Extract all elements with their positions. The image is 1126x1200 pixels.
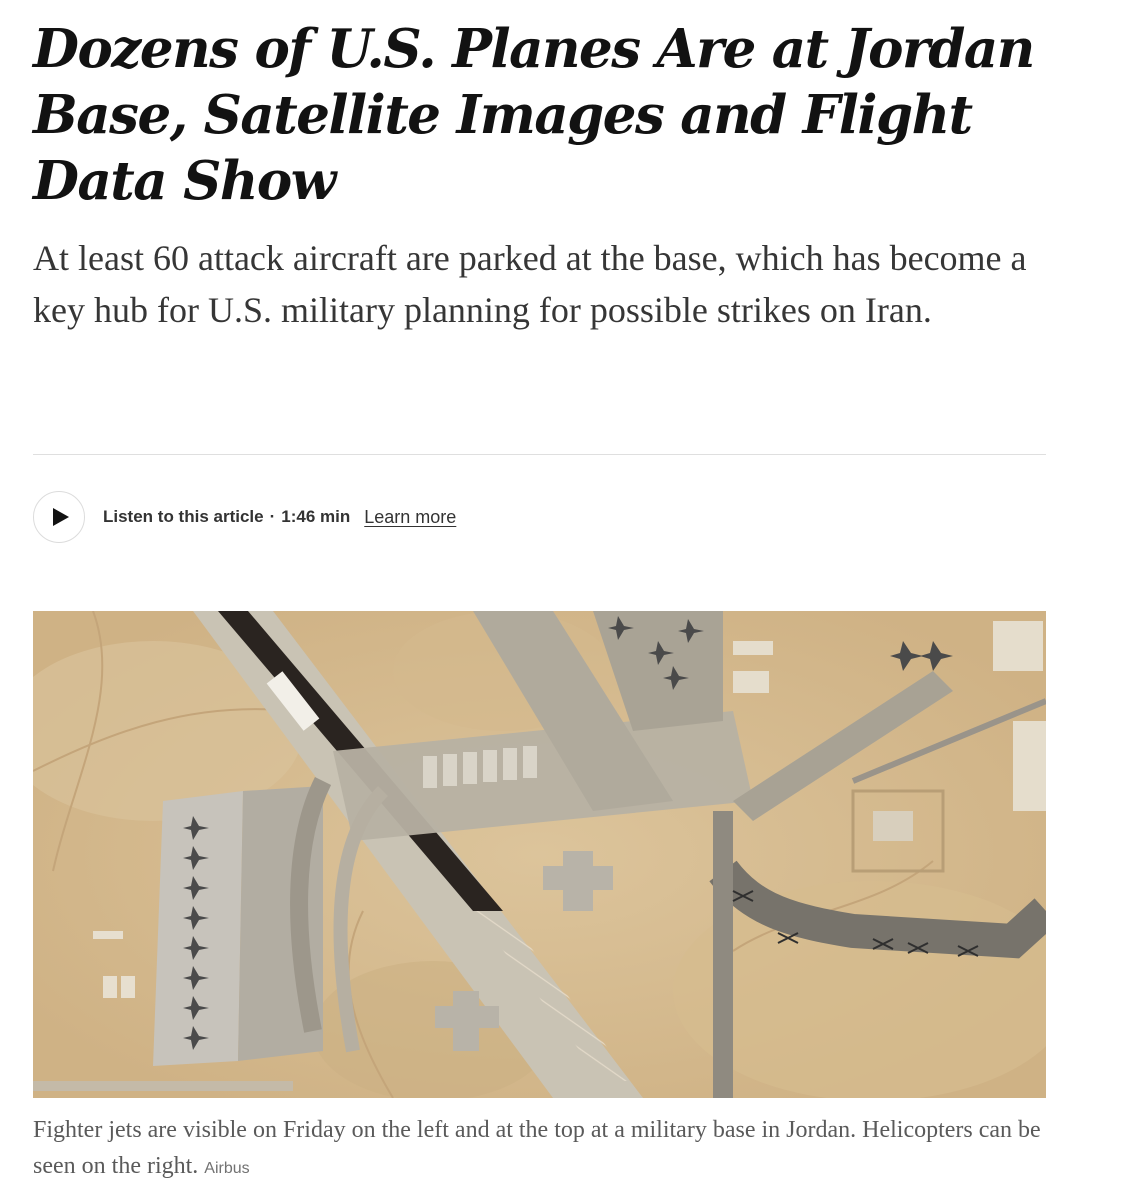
play-button[interactable] <box>33 491 85 543</box>
image-caption <box>33 1112 1046 1187</box>
headline: Dozens of U.S. Planes Are at Jordan Base, Satellite Images and Flight Data Show <box>33 18 1034 212</box>
article-header <box>33 0 1046 336</box>
satellite-image-graphic <box>33 611 1046 1098</box>
image-credit: Airbus <box>204 1160 250 1177</box>
audio-player <box>33 490 456 544</box>
caption-text: Fighter jets are visible on Friday on the left and at the top at a military base in Jordan. Helicopters can be seen on the right. <box>33 1117 1041 1179</box>
learn-more-link[interactable]: Learn more <box>364 506 457 527</box>
summary: At least 60 attack aircraft are parked at the base, which has become a key hub for U.S. military planning for possible strikes on Iran. <box>33 238 1027 330</box>
play-icon <box>53 508 69 526</box>
listen-separator: · <box>269 507 276 526</box>
listen-label: Listen to this article <box>103 507 264 526</box>
divider <box>33 454 1046 455</box>
listen-duration: 1:46 min <box>281 507 351 526</box>
satellite-image <box>33 611 1046 1098</box>
